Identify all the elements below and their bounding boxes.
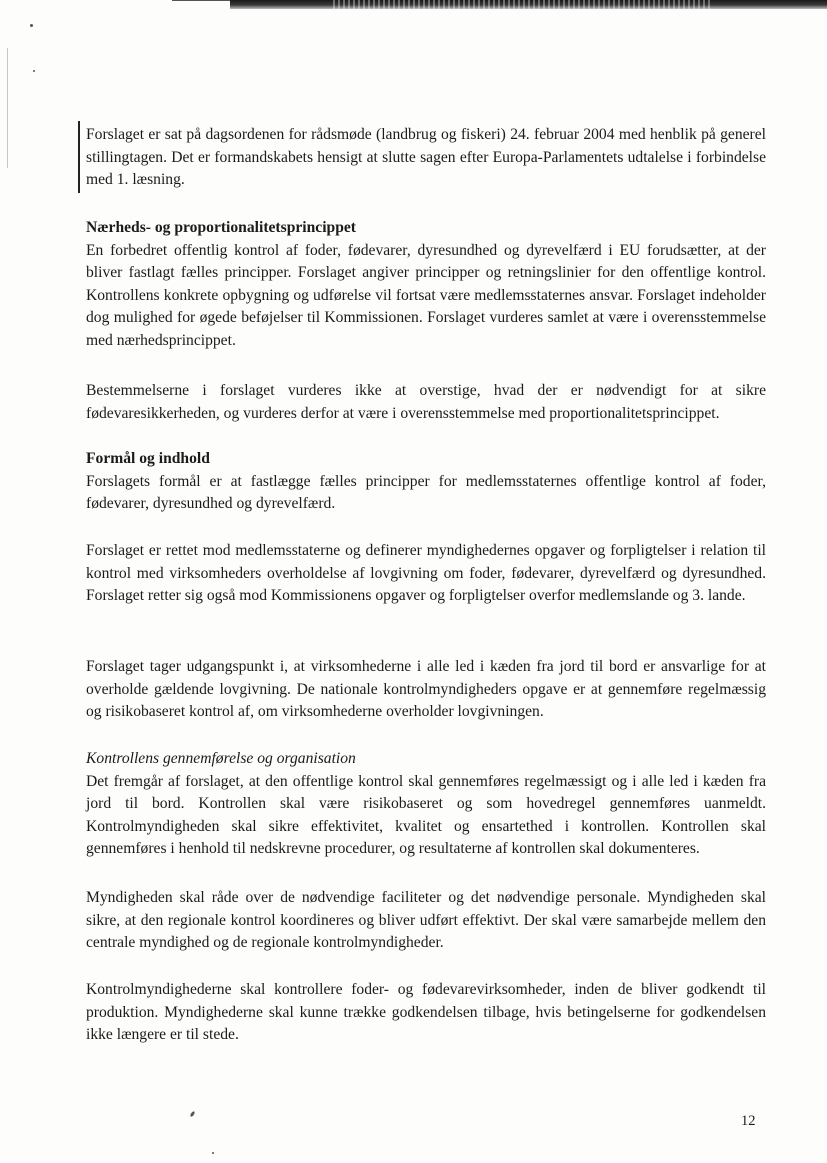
scan-artifact-bar-texture [330, 0, 710, 9]
control-section [86, 748, 766, 861]
paragraph: Bestemmelserne i forslaget vurderes ikke at overstige, hvad der er nødvendigt for at sikre fødevaresikkerheden, og vurderes derfor at være i overensstemmelse med proportionalitetsprincippet. [86, 382, 766, 422]
scan-artifact-dot [30, 24, 33, 27]
paragraph: Forslaget er rettet mod medlemsstaterne og definerer myndighedernes opgaver og forpligtelser i relation til kontrol med virksomheders overholdelse af lovgivning om foder, fødevarer, dyrevelfærd og dyresundhed. Forslaget retter sig også mod Kommissionens opgaver og forpligtelser overfor medlemslande og 3. lande. [86, 542, 766, 605]
proportionality-paragraph-block [86, 380, 766, 425]
page-number: 12 [741, 1113, 756, 1129]
intro-paragraph: Forslaget er sat på dagsordenen for rådsmøde (landbrug og fiskeri) 24. februar 2004 med henblik på generel stillingtagen. Det er formandskabets hensigt at slutte sagen efter Europa-Parlamentets udtalelse i forbindelse med 1. læsning. [86, 126, 766, 189]
purpose-section [86, 448, 766, 516]
paragraph: Kontrolmyndighederne skal kontrollere foder- og fødevarevirksomheder, inden de bliver godkendt til produktion. Myndighederne skal kunne trække godkendelsen tilbage, hvis betingelserne for godkendelsen ikke længere er til stede. [86, 981, 766, 1044]
purpose-paragraph-block-2 [86, 540, 766, 608]
paragraph: En forbedret offentlig kontrol af foder, fødevarer, dyresundhed og dyrevelfærd i EU forudsætter, at der bliver fastlagt fælles principper. Forslaget angiver principper og retningslinier for den offentlige kontrol. Kontrollens konkrete opbygning og udførelse vil fortsat være medlemsstaternes ansvar. Forslaget indeholder dog mulighed for øgede beføjelser til Kommissionen. Forslaget vurderes samlet at være i overensstemmelse med nærhedsprincippet. [86, 241, 766, 349]
purpose-paragraph-block-3 [86, 656, 766, 724]
section-subheading-control: Kontrollens gennemførelse og organisation [86, 750, 356, 767]
paragraph: Myndigheden skal råde over de nødvendige faciliteter og det nødvendige personale. Myndigheden skal sikre, at den regionale kontrol koordineres og bliver udført effektivt. Der skal være samarbejde mellem den centrale myndighed og de regionale kontrolmyndigheder. [86, 889, 766, 952]
control-paragraph-block-2 [86, 887, 766, 955]
paragraph: Forslaget tager udgangspunkt i, at virksomhederne i alle led i kæden fra jord til bord er ansvarlige for at overholde gældende lovgivning. De nationale kontrolmyndigheders opgave er at gennemføre regelmæssig og risikobaseret kontrol af, om virksomhederne overholder lovgivningen. [86, 658, 766, 721]
scan-artifact-dot [190, 1111, 196, 1118]
paragraph: Forslagets formål er at fastlægge fælles principper for medlemsstaternes offentlige kontrol af foder, fødevarer, dyresundhed og dyrevelfærd. [86, 472, 766, 513]
scan-artifact-line [172, 0, 232, 1]
scan-artifact-dot [212, 1152, 214, 1154]
intro-paragraph-block [86, 124, 766, 192]
paragraph: Det fremgår af forslaget, at den offentlige kontrol skal gennemføres regelmæssigt og i alle led i kæden fra jord til bord. Kontrollen skal være risikobaseret og som hovedregel gennemføres uanmeldt. Kontrolmyndigheden skal sikre effektivitet, kvalitet og ensartethed i kontrollen. Kontrollen skal gennemføres i henhold til nedskrevne procedurer, og resultaterne af kontrollen skal dokumenteres. [86, 772, 766, 858]
scan-artifact-dot [33, 70, 35, 72]
section-heading-subsidiarity: Nærheds- og proportionalitetsprincippet [86, 219, 357, 236]
control-paragraph-block-3 [86, 979, 766, 1047]
section-heading-purpose: Formål og indhold [86, 450, 210, 467]
scan-artifact-edge [7, 48, 8, 168]
revision-margin-bar [78, 121, 80, 193]
subsidiarity-section [86, 217, 766, 353]
